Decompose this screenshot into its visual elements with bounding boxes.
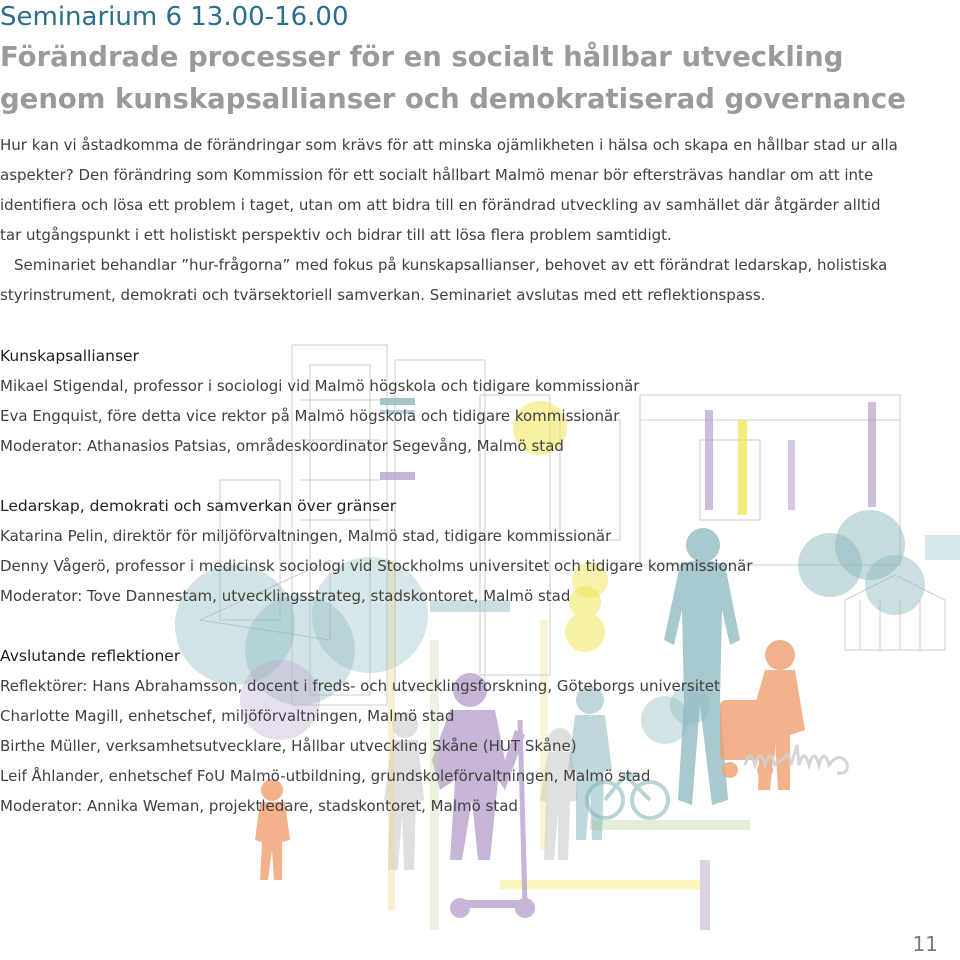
moderator-row: Moderator: Annika Weman, projektledare, stadskontoret, Malmö stad [0, 797, 518, 815]
page-number: 11 [912, 932, 938, 956]
intro-paragraph-2: Seminariet behandlar ”hur-frågorna” med fokus på kunskapsallianser, behovet av ett förändrat ledarskap, holistiska styrinstrument, demokrati och tvärsektoriell samverkan. Seminariet avslutas med ett reflektionspass. [0, 256, 888, 304]
speaker-row: Birthe Müller, verksamhetsutvecklare, Hållbar utveckling Skåne (HUT Skåne) [0, 737, 577, 755]
speaker-row: Katarina Pelin, direktör för miljöförvaltningen, Malmö stad, tidigare kommissionär [0, 527, 612, 545]
page-title-line-2: genom kunskapsallianser och demokratiserad governance [0, 83, 906, 115]
moderator-row: Moderator: Athanasios Patsias, områdeskoordinator Segevång, Malmö stad [0, 437, 564, 455]
speaker-row: Denny Vågerö, professor i medicinsk sociologi vid Stockholms universitet och tidigare kommissionär [0, 557, 753, 575]
page-title-line-1: Förändrade processer för en socialt hållbar utveckling [0, 41, 844, 73]
section-heading: Avslutande reflektioner [0, 647, 181, 665]
section-ledarskap [0, 491, 800, 611]
section-heading: Ledarskap, demokrati och samverkan över gränser [0, 497, 397, 515]
speaker-row: Leif Åhlander, enhetschef FoU Malmö-utbildning, grundskoleförvaltningen, Malmö stad [0, 767, 651, 785]
page-title [0, 36, 940, 120]
speaker-row: Mikael Stigendal, professor i sociologi vid Malmö högskola och tidigare kommissionär [0, 377, 640, 395]
speaker-row: Charlotte Magill, enhetschef, miljöförvaltningen, Malmö stad [0, 707, 455, 725]
speaker-row: Eva Engquist, före detta vice rektor på Malmö högskola och tidigare kommissionär [0, 407, 620, 425]
seminar-time: Seminarium 6 13.00-16.00 [0, 2, 349, 32]
section-heading: Kunskapsallianser [0, 347, 139, 365]
moderator-row: Moderator: Tove Dannestam, utvecklingsstrateg, stadskontoret, Malmö stad [0, 587, 571, 605]
section-kunskapsallianser [0, 341, 800, 461]
speaker-row: Reflektörer: Hans Abrahamsson, docent i freds- och utvecklingsforskning, Göteborgs universitet [0, 677, 720, 695]
intro-text [0, 130, 900, 310]
section-avslutande-reflektioner [0, 641, 800, 821]
intro-paragraph-1: Hur kan vi åstadkomma de förändringar som krävs för att minska ojämlikheten i hälsa och skapa en hållbar stad ur alla aspekter? Den förändring som Kommission för ett socialt hållbart Malmö menar bör eftersträvas handlar om att inte identifiera och lösa ett problem i taget, utan om att bidra till en förändrad utveckling av samhället där åtgärder alltid tar utgångspunkt i ett holistiskt perspektiv och bidrar till att lösa flera problem samtidigt. [0, 136, 898, 244]
